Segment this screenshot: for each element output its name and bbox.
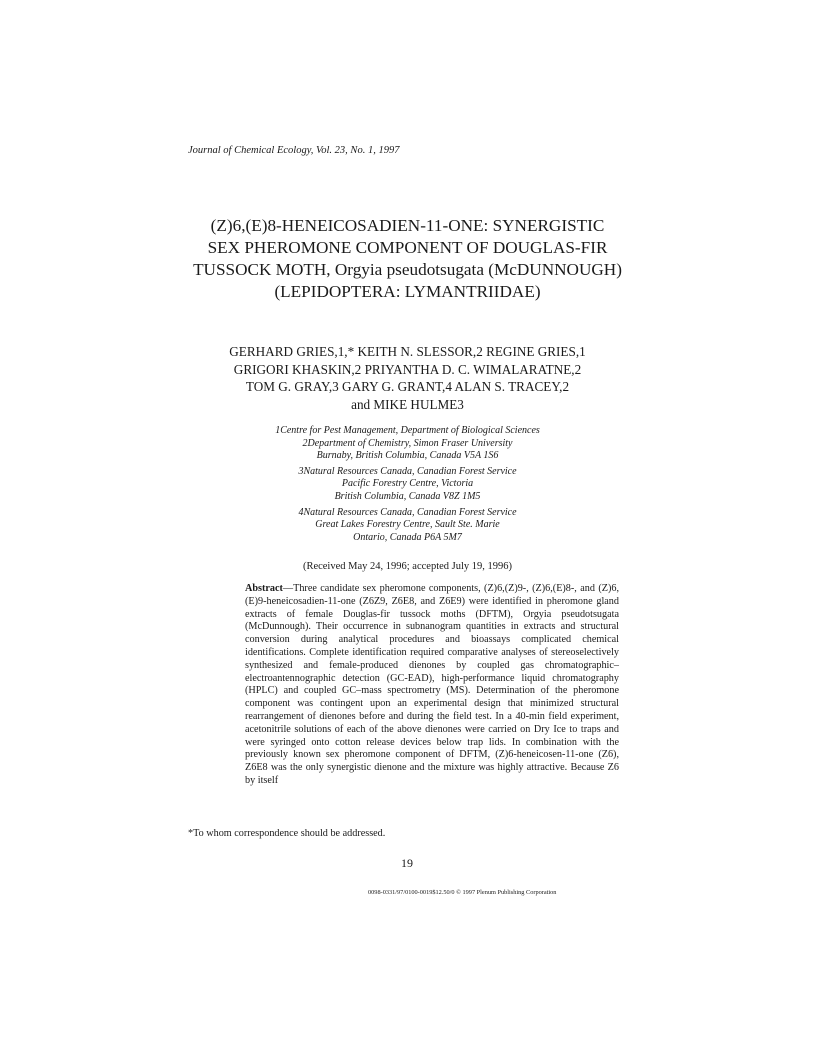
affiliation-block-1 (220, 425, 595, 463)
correspondence-footnote: *To whom correspondence should be addressed. (188, 828, 386, 839)
affiliation-block-3 (220, 507, 595, 545)
abstract-label: Abstract (245, 583, 283, 594)
affiliation-block-2 (220, 466, 595, 504)
affiliation-line: 2Department of Chemistry, Simon Fraser University (302, 437, 513, 449)
page-number: 19 (401, 856, 413, 870)
affiliation-line: British Columbia, Canada V8Z 1M5 (334, 490, 481, 502)
affiliation-line: Pacific Forestry Centre, Victoria (341, 478, 474, 490)
abstract-text: —Three candidate sex pheromone components, (Z)6,(Z)9-, (Z)6,(E)8-, and (Z)6,(E)9-heneicosadien-11-one (Z6Z9, Z6E8, and Z6E9) were identified in pheromone gland extracts of female Douglas-fir tussock moths (DFTM), Orgyia pseudotsugata (McDunnough). Their occurrence in subnanogram quantities in extracts and structural conversion during analytical procedures and bioassays complicated chemical identifications. Complete identification required comparative analyses of stereoselectively synthesized and female-produced dienones by coupled gas chromatographic–electroantennographic detection (GC-EAD), high-performance liquid chromatography (HPLC) and coupled GC–mass spectrometry (MS). Determination of the pheromone component was contingent upon an experimental design that minimized structural rearrangement of dienones before and during the field test. In a 40-min field experiment, acetonitrile solutions of each of the above dienones were carried on Dry Ice to traps and were syringed onto cotton release devices below trap lids. In combination with the previously known sex pheromone component of DFTM, (Z)6-heneicosen-11-one (Z6), Z6E8 was the only synergistic dienone and the mixture was highly attractive. Because Z6 by itself (245, 583, 619, 786)
title-line-2: SEX PHEROMONE COMPONENT OF DOUGLAS-FIR (207, 238, 608, 257)
abstract (245, 583, 619, 788)
author-line-2: GRIGORI KHASKIN,2 PRIYANTHA D. C. WIMALARATNE,2 (233, 361, 582, 377)
title-line-3: TUSSOCK MOTH, Orgyia pseudotsugata (McDUNNOUGH) (193, 260, 622, 279)
author-line-3: TOM G. GRAY,3 GARY G. GRANT,4 ALAN S. TRACEY,2 (245, 379, 570, 394)
journal-header: Journal of Chemical Ecology, Vol. 23, No. 1, 1997 (188, 145, 400, 156)
author-list (160, 343, 655, 413)
author-line-4: and MIKE HULME3 (351, 396, 464, 412)
title-line-1: (Z)6,(E)8-HENEICOSADIEN-11-ONE: SYNERGISTIC (210, 216, 605, 235)
received-dates: (Received May 24, 1996; accepted July 19, 1996) (302, 561, 513, 572)
copyright-line: 0098-0331/97/0100-0019$12.50/0 © 1997 Plenum Publishing Corporation (368, 889, 557, 896)
title-line-4: (LEPIDOPTERA: LYMANTRIIDAE) (274, 282, 541, 301)
affiliation-line: Ontario, Canada P6A 5M7 (353, 531, 462, 543)
affiliation-line: Great Lakes Forestry Centre, Sault Ste. Marie (315, 519, 500, 531)
affiliation-line: 3Natural Resources Canada, Canadian Forest Service (298, 465, 517, 477)
affiliation-line: Burnaby, British Columbia, Canada V5A 1S6 (316, 450, 499, 462)
article-title (150, 215, 665, 303)
affiliation-line: 4Natural Resources Canada, Canadian Forest Service (298, 506, 517, 518)
affiliations (220, 425, 595, 547)
author-line-1: GERHARD GRIES,1,* KEITH N. SLESSOR,2 REGINE GRIES,1 (229, 344, 586, 359)
affiliation-line: 1Centre for Pest Management, Department of Biological Sciences (275, 425, 540, 436)
